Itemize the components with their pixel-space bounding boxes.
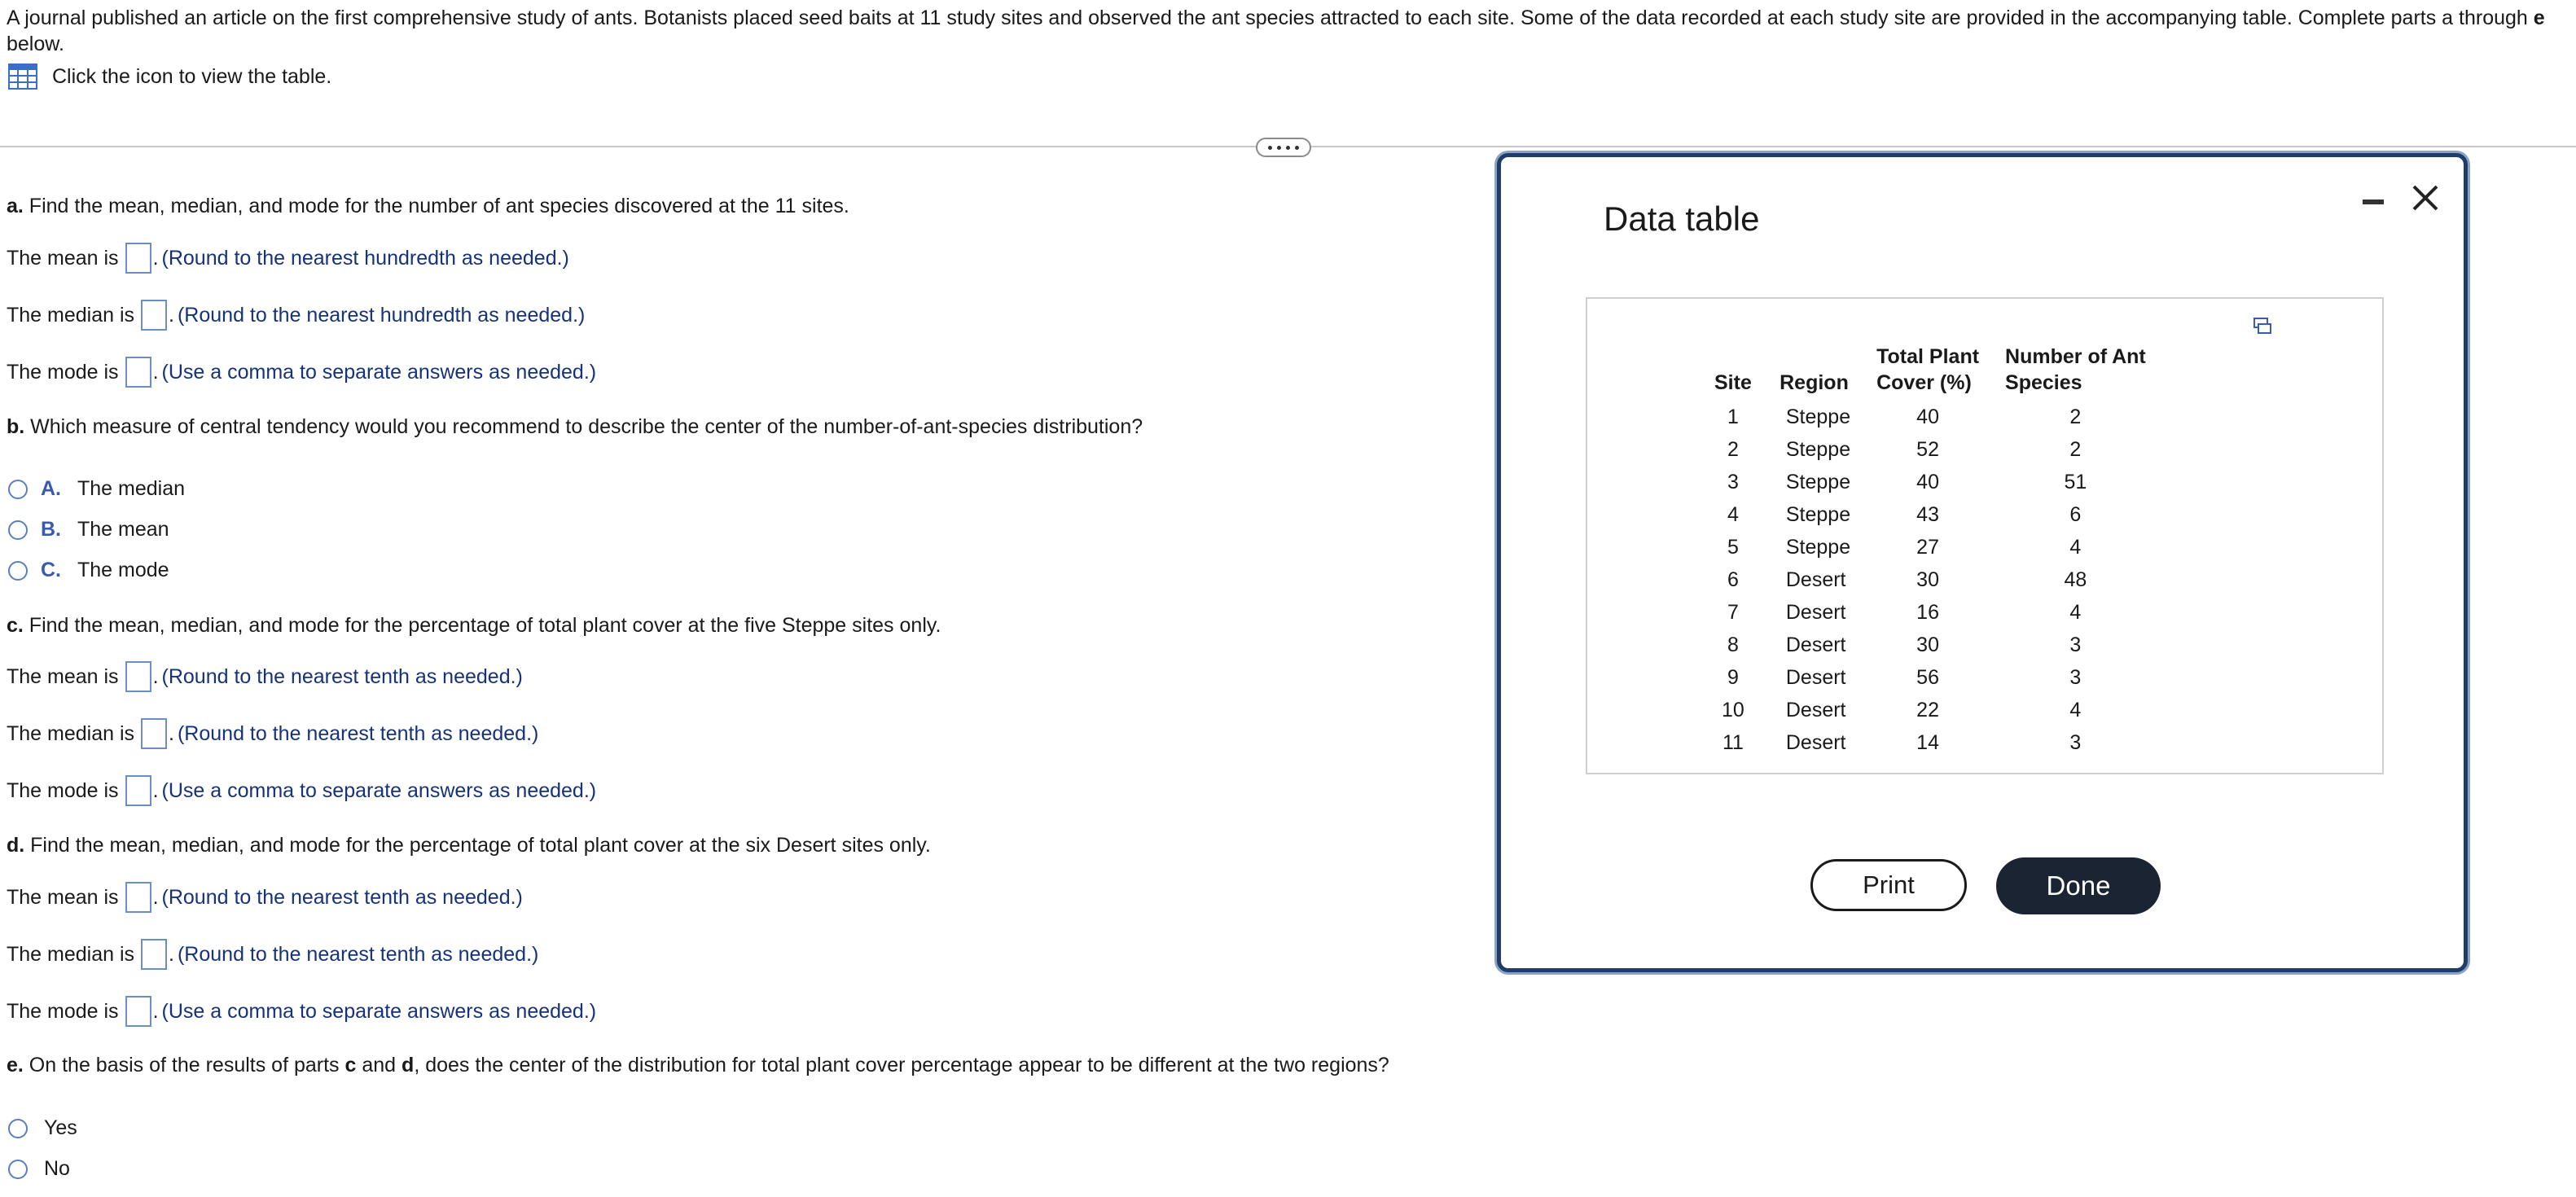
table-row	[1701, 726, 2159, 759]
cell-plant-cover: 27	[1916, 536, 1939, 559]
view-table-row[interactable]	[8, 64, 331, 90]
part-d-question: d. Find the mean, median, and mode for the percentage of total plant cover at the six Desert sites only.	[7, 834, 931, 857]
cell-plant-cover: 14	[1916, 731, 1939, 754]
cell-plant-cover: 52	[1916, 438, 1939, 461]
cell-ant-species: 2	[2069, 406, 2082, 428]
part-a-median-row: The median is . (Round to the nearest hundredth as needed.)	[7, 300, 585, 331]
cell-site: 3	[1727, 471, 1739, 493]
cell-region: Steppe	[1785, 503, 1851, 526]
part-c-mode-row: The mode is . (Use a comma to separate answers as needed.)	[7, 775, 596, 806]
cell-ant-species: 3	[2069, 666, 2082, 689]
cell-ant-species: 3	[2069, 731, 2082, 754]
radio-button[interactable]	[8, 1119, 28, 1138]
cell-site: 4	[1727, 503, 1739, 526]
problem-intro	[7, 5, 2564, 57]
cell-region: Desert	[1785, 601, 1846, 624]
cell-region: Steppe	[1785, 471, 1851, 493]
cell-ant-species: 4	[2069, 699, 2082, 721]
cell-region: Desert	[1785, 666, 1846, 689]
table-row	[1701, 531, 2159, 563]
cell-site: 10	[1722, 699, 1744, 721]
cell-site: 2	[1727, 438, 1739, 461]
intro-text-end: below.	[7, 33, 64, 55]
part-a-mean-row: The mean is . (Round to the nearest hundredth as needed.)	[7, 243, 569, 274]
cell-plant-cover: 30	[1916, 568, 1939, 591]
table-row	[1701, 466, 2159, 498]
table-row	[1701, 629, 2159, 661]
cell-site: 1	[1727, 406, 1739, 428]
header-ant-species: Number of Ant Species	[2005, 345, 2146, 394]
cell-region: Steppe	[1785, 406, 1851, 428]
part-e-option-no[interactable]: No	[8, 1157, 70, 1181]
header-plant-cover: Total Plant Cover (%)	[1876, 345, 1980, 394]
cell-region: Steppe	[1785, 438, 1851, 461]
part-c-mean-input[interactable]	[125, 661, 151, 692]
header-site: Site	[1714, 371, 1752, 394]
part-a-question: a. Find the mean, median, and mode for the number of ant species discovered at the 11 sites.	[7, 195, 849, 217]
radio-button[interactable]	[8, 1160, 28, 1179]
cell-ant-species: 4	[2069, 536, 2082, 559]
table-row	[1701, 433, 2159, 466]
part-d-mean-input[interactable]	[125, 882, 151, 913]
part-d-median-row: The median is . (Round to the nearest tenth as needed.)	[7, 939, 538, 970]
cell-ant-species: 4	[2069, 601, 2082, 624]
radio-button[interactable]	[8, 561, 28, 581]
close-icon[interactable]	[2409, 182, 2442, 214]
table-grid-icon[interactable]	[8, 64, 37, 90]
data-table-panel	[1586, 297, 2384, 774]
data-table-dialog	[1497, 153, 2468, 972]
cell-ant-species: 3	[2069, 634, 2082, 656]
cell-region: Desert	[1785, 731, 1846, 754]
data-table	[1701, 344, 2159, 759]
part-b-option-b[interactable]: B. The mean	[8, 518, 169, 542]
part-d-median-input[interactable]	[141, 939, 167, 970]
cell-ant-species: 6	[2069, 503, 2082, 526]
done-button[interactable]: Done	[1996, 857, 2161, 914]
cell-plant-cover: 40	[1916, 471, 1939, 493]
cell-region: Desert	[1785, 568, 1846, 591]
cell-site: 7	[1727, 601, 1739, 624]
cell-site: 6	[1727, 568, 1739, 591]
cell-ant-species: 2	[2069, 438, 2082, 461]
part-a-median-input[interactable]	[141, 300, 167, 331]
table-header-row	[1701, 344, 2159, 401]
table-row	[1701, 498, 2159, 531]
cell-site: 11	[1722, 731, 1744, 754]
part-b-option-c[interactable]: C. The mode	[8, 559, 169, 582]
cell-ant-species: 51	[2064, 471, 2087, 493]
print-button[interactable]: Print	[1810, 859, 1967, 911]
radio-button[interactable]	[8, 520, 28, 540]
table-row	[1701, 694, 2159, 726]
cell-ant-species: 48	[2064, 568, 2087, 591]
dialog-title: Data table	[1604, 200, 1760, 238]
more-options-handle[interactable]	[1256, 138, 1311, 157]
part-c-mode-input[interactable]	[125, 775, 151, 806]
cell-region: Steppe	[1785, 536, 1851, 559]
part-d-mean-row: The mean is . (Round to the nearest tenth as needed.)	[7, 882, 523, 913]
table-row	[1701, 661, 2159, 694]
cell-plant-cover: 56	[1916, 666, 1939, 689]
cell-plant-cover: 22	[1916, 699, 1939, 721]
cell-site: 5	[1727, 536, 1739, 559]
cell-site: 8	[1727, 634, 1739, 656]
part-c-question: c. Find the mean, median, and mode for the percentage of total plant cover at the five Steppe sites only.	[7, 614, 941, 637]
part-c-median-row: The median is . (Round to the nearest tenth as needed.)	[7, 718, 538, 749]
part-d-mode-row: The mode is . (Use a comma to separate answers as needed.)	[7, 996, 596, 1027]
intro-text: A journal published an article on the first comprehensive study of ants. Botanists placed seed baits at 11 study sites and observed the ant species attracted to each site. Some of the data recorded at each study site are provided in the accompanying table. Complete parts a through	[7, 7, 2534, 29]
table-row	[1701, 596, 2159, 629]
cell-plant-cover: 30	[1916, 634, 1939, 656]
cell-region: Desert	[1785, 634, 1846, 656]
cell-region: Desert	[1785, 699, 1846, 721]
part-e-option-yes[interactable]: Yes	[8, 1116, 77, 1140]
cell-plant-cover: 16	[1916, 601, 1939, 624]
part-a-mode-row: The mode is . (Use a comma to separate answers as needed.)	[7, 357, 596, 388]
cell-plant-cover: 43	[1916, 503, 1939, 526]
view-table-label: Click the icon to view the table.	[52, 64, 332, 88]
part-e-question: e. On the basis of the results of parts c and d, does the center of the distribution for total plant cover percentage appear to be different at the two regions?	[7, 1054, 1389, 1076]
table-row	[1701, 563, 2159, 596]
table-row	[1701, 401, 2159, 433]
part-b-option-a[interactable]: A. The median	[8, 477, 185, 501]
radio-button[interactable]	[8, 480, 28, 499]
part-a-mode-input[interactable]	[125, 357, 151, 388]
part-c-median-input[interactable]	[141, 718, 167, 749]
part-c-mean-row: The mean is . (Round to the nearest tenth as needed.)	[7, 661, 523, 692]
minimize-icon[interactable]	[2363, 200, 2384, 204]
intro-bold-letter: e	[2533, 7, 2545, 29]
part-a-mean-input[interactable]	[125, 243, 151, 274]
copy-icon[interactable]	[2253, 317, 2272, 335]
header-region: Region	[1780, 371, 1849, 394]
cell-plant-cover: 40	[1916, 406, 1939, 428]
part-b-question: b. Which measure of central tendency would you recommend to describe the center of the number-of-ant-species distribution?	[7, 415, 1143, 438]
part-d-mode-input[interactable]	[125, 996, 151, 1027]
cell-site: 9	[1727, 666, 1739, 689]
